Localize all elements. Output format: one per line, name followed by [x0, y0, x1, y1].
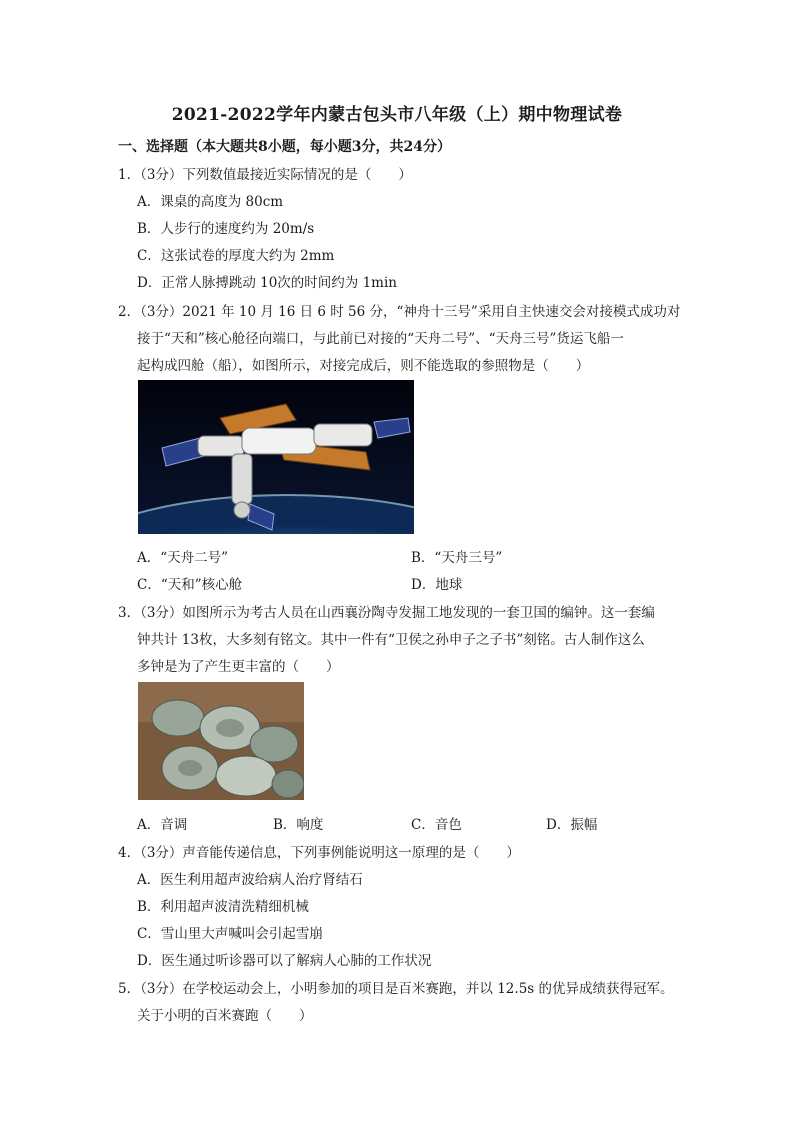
q1-option-a: A．课桌的高度为 80cm	[137, 194, 284, 210]
q4-stem: 4．（3分）声音能传递信息，下列事例能说明这一原理的是（ ）	[118, 845, 520, 861]
page-title: 2021-2022学年内蒙古包头市八年级（上）期中物理试卷	[171, 105, 623, 125]
q3-option-a: A．音调	[137, 817, 188, 833]
q2-option-d: D．地球	[411, 577, 463, 593]
q3-option-c: C．音色	[411, 817, 462, 833]
q1-stem: 1．（3分）下列数值最接近实际情况的是（ ）	[118, 167, 412, 183]
q3-stem-line3: 多钟是为了产生更丰富的（ ）	[137, 659, 340, 675]
q2-option-c: C．“天和”核心舱	[137, 577, 243, 593]
q2-option-b: B．“天舟三号”	[411, 550, 503, 566]
q3-option-d: D．振幅	[546, 817, 598, 833]
q3-stem-line1: 3．（3分）如图所示为考古人员在山西襄汾陶寺发掘工地发现的一套卫国的编钟。这一套编	[118, 605, 655, 621]
q4-option-d: D．医生通过听诊器可以了解病人心肺的工作状况	[137, 953, 432, 969]
space-station-image	[138, 380, 414, 534]
q3-option-b: B．响度	[273, 817, 324, 833]
q2-stem-line3: 起构成四舱（船），如图所示，对接完成后，则不能选取的参照物是（ ）	[137, 358, 590, 374]
q1-option-b: B．人步行的速度约为 20m/s	[137, 221, 315, 237]
section-heading: 一、选择题（本大题共8小题，每小题3分，共24分）	[118, 139, 451, 155]
q4-option-a: A．医生利用超声波给病人治疗肾结石	[137, 872, 363, 888]
q1-option-d: D．正常人脉搏跳动 10次的时间约为 1min	[137, 275, 397, 291]
q2-option-a: A．“天舟二号”	[137, 550, 229, 566]
q5-stem-line2: 关于小明的百米赛跑（ ）	[137, 1008, 313, 1024]
q3-stem-line2: 钟共计 13枚，大多刻有铭文。其中一件有“卫侯之孙申子之子书”刻铭。古人制作这么	[137, 632, 645, 648]
q5-stem-line1: 5．（3分）在学校运动会上，小明参加的项目是百米赛跑，并以 12.5s 的优异成绩获得冠军。	[118, 981, 674, 997]
q2-stem-line1: 2．（3分）2021 年 10 月 16 日 6 时 56 分，“神舟十三号”采用自主快速交会对接模式成功对	[118, 304, 681, 320]
q4-option-c: C．雪山里大声喊叫会引起雪崩	[137, 926, 323, 942]
q4-option-b: B．利用超声波清洗精细机械	[137, 899, 309, 915]
q1-option-c: C．这张试卷的厚度大约为 2mm	[137, 248, 335, 264]
q2-stem-line2: 接于“天和”核心舱径向端口，与此前已对接的“天舟二号”、“天舟三号”货运飞船一	[137, 331, 624, 347]
bianzhong-bells-image	[138, 682, 304, 800]
